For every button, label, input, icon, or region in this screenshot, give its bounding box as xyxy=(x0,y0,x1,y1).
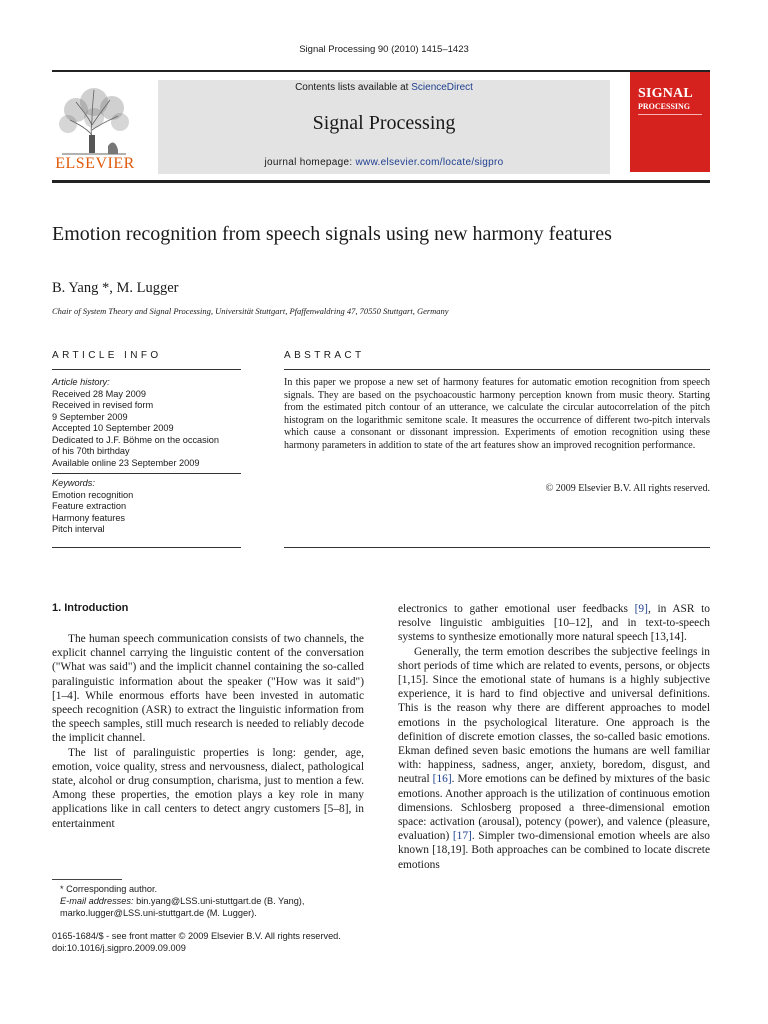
body-column-right xyxy=(398,602,710,872)
journal-banner xyxy=(158,80,610,174)
reference-link[interactable]: [9] xyxy=(634,603,648,615)
corresponding-author-note: * Corresponding author. xyxy=(60,884,158,894)
issn-line: 0165-1684/$ - see front matter © 2009 Elsevier B.V. All rights reserved. xyxy=(52,931,341,941)
text-run: . Simpler two-dimensional emotion wheels are also known [18,19]. Both approaches can be combined to locate discrete emotions xyxy=(398,830,710,871)
paper-title: Emotion recognition from speech signals using new harmony features xyxy=(52,223,612,245)
section-heading: 1. Introduction xyxy=(52,602,129,614)
sciencedirect-link[interactable]: ScienceDirect xyxy=(411,82,473,93)
authors: B. Yang *, M. Lugger xyxy=(52,280,179,296)
paragraph: The human speech communication consists of two channels, the explicit channel carrying the linguistic content of the conversation ("What was said") and the implicit channel containing the so-called paralinguistic information about the speaker ("How was it said") [1–4]. While enormous efforts have been invested in automatic speech recognition (ASR) to extract the linguistic information from the speech samples, still much research is needed to reliably decode the implicit channel. xyxy=(52,633,364,745)
history-item: Received in revised form xyxy=(52,400,154,410)
contents-prefix: Contents lists available at xyxy=(295,82,412,93)
copyright: © 2009 Elsevier B.V. All rights reserved. xyxy=(545,483,710,494)
keyword-item: Pitch interval xyxy=(52,524,105,534)
cover-title-line2: PROCESSING xyxy=(638,102,691,111)
journal-title: Signal Processing xyxy=(312,112,456,134)
reference-link[interactable]: [17] xyxy=(452,830,472,843)
email-label: E-mail addresses: xyxy=(60,896,137,906)
abstract-rule xyxy=(284,369,710,370)
history-item: 9 September 2009 xyxy=(52,411,128,422)
keyword-item: Feature extraction xyxy=(52,501,127,511)
keyword-item: Emotion recognition xyxy=(52,489,134,500)
front-matter-info xyxy=(52,930,364,954)
article-info-rule xyxy=(52,369,241,370)
abstract-text: In this paper we propose a new set of harmony features for automatic emotion recognition from speech signals. They are based on the psychoacoustic harmony perception known from music theory. Starting from the estimated pitch contour of an utterance, we calculate the circular autocorrelation of the pitch histogram on the logarithmic semitone scale. It measures the occurrence of different two-pitch intervals which cause a consonant or dissonant impression. Experiments of emotion recognition using these harmony parameters in addition to state of the art features show an improved recognition performance. xyxy=(284,377,710,451)
history-item: Accepted 10 September 2009 xyxy=(52,423,174,433)
text-run: , in ASR to resolve linguistic ambiguities [10–12], and in text-to-speech systems to synthesize emotionally more natural speech [13,14]. xyxy=(398,603,710,644)
history-item: Available online 23 September 2009 xyxy=(52,457,200,468)
paragraph xyxy=(398,645,710,872)
homepage-link[interactable]: www.elsevier.com/locate/sigpro xyxy=(355,157,504,168)
history-item: Received 28 May 2009 xyxy=(52,388,146,399)
history-label: Article history: xyxy=(52,377,110,387)
doi-line: doi:10.1016/j.sigpro.2009.09.009 xyxy=(52,943,186,953)
history-item: Dedicated to J.F. Böhme on the occasion xyxy=(52,434,220,445)
email-addresses: bin.yang@LSS.uni-stuttgart.de (B. Yang), marko.lugger@LSS.uni-stuttgart.de (M. Lugger). xyxy=(60,896,305,918)
email-note xyxy=(52,895,364,919)
elsevier-logo-text: ELSEVIER xyxy=(55,155,135,172)
top-rule xyxy=(52,70,710,72)
text-run: electronics to gather emotional user feedbacks xyxy=(398,603,635,615)
keyword-item: Harmony features xyxy=(52,512,126,523)
journal-cover-image xyxy=(630,72,710,172)
reference-link[interactable]: [16] xyxy=(432,773,452,786)
affiliation: Chair of System Theory and Signal Processing, Universität Stuttgart, Pfaffenwaldring 47, 70550 Stuttgart, Germany xyxy=(52,306,449,316)
homepage-line xyxy=(158,157,610,168)
article-info-bottom-rule xyxy=(52,547,241,548)
running-head: Signal Processing 90 (2010) 1415–1423 xyxy=(299,44,469,55)
footnote-rule xyxy=(52,879,122,880)
history-item: of his 70th birthday xyxy=(52,446,130,456)
abstract-bottom-rule xyxy=(284,547,710,548)
history-rule xyxy=(52,473,241,474)
article-history xyxy=(52,377,247,469)
body-column-left xyxy=(52,632,364,831)
cover-title-line1: SIGNAL xyxy=(638,86,693,101)
text-run: . More emotions can be defined by mixtures of the basic emotions. Another approach is the utilization of continuous emotion dimensions. Schlosberg proposed a three-dimensional emotion space: activation (arousal), potency (power), and valence (pleasure, evaluation) xyxy=(398,773,710,843)
article-info-heading: ARTICLE INFO xyxy=(52,350,162,361)
abstract-heading: ABSTRACT xyxy=(284,350,365,361)
cover-divider xyxy=(638,114,702,115)
banner-rule xyxy=(52,180,710,183)
homepage-prefix: journal homepage: xyxy=(264,157,356,168)
paragraph: The list of paralinguistic properties is long: gender, age, emotion, voice quality, stress and nervousness, dialect, pathological state, alcohol or drug consumption, charisma, just to mention a few. Among these properties, the emotion plays a key role in many applications like in call centers to detect angry customers [5–8], in entertainment xyxy=(52,746,364,830)
contents-line xyxy=(158,82,610,93)
keywords-label: Keywords: xyxy=(52,478,95,488)
text-run: Generally, the term emotion describes the subjective feelings in short periods of time which are related to events, persons, or objects [1,15]. Since the emotional state of humans is a highly subjective experience, it is hard to find objective and universal definitions. This is the reason why there are different approaches to model emotions in the psychological literature. One approach is the definition of discrete emotion classes, the so-called basic emotions. Ekman defined seven basic emotions the humans are well familiar with: happiness, sadness, anger, anxiety, boredom, disgust, and neutral xyxy=(398,645,710,786)
paragraph xyxy=(398,602,710,645)
footnotes xyxy=(52,883,364,919)
keywords xyxy=(52,478,247,536)
